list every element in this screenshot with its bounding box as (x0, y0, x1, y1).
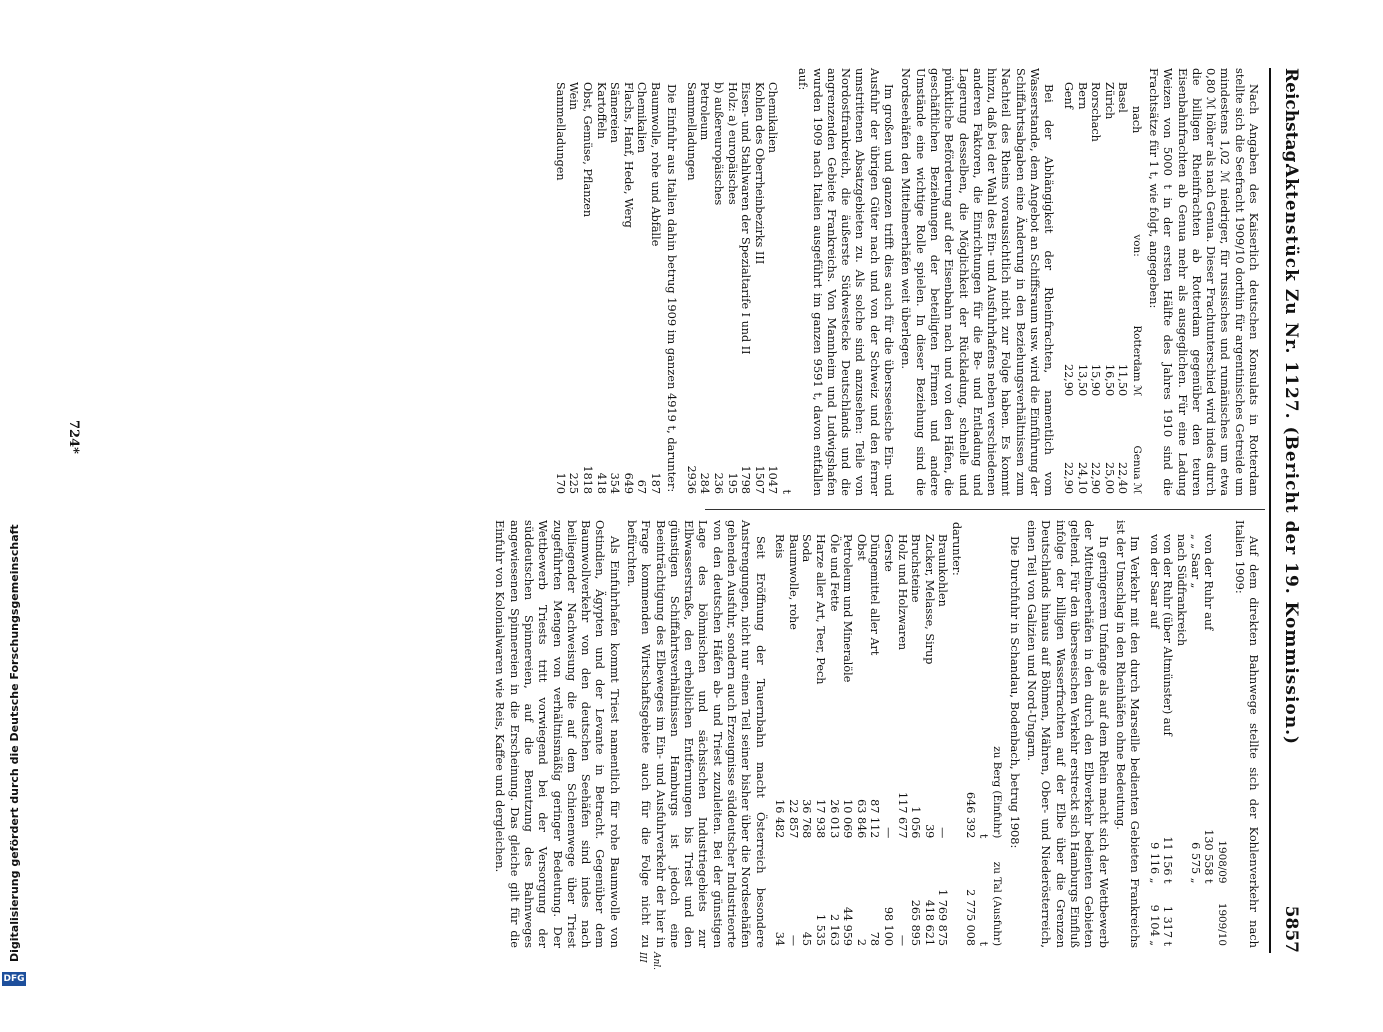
export-row-cell: 1798 (739, 465, 753, 494)
freight-row-cell: 22,40 (1116, 461, 1130, 494)
elbe-row (773, 520, 787, 948)
elbe-row-cell: 45 (800, 931, 814, 946)
freight-row-cell: 25,00 (1102, 461, 1116, 494)
freight-row-cell (1116, 210, 1130, 259)
elbe-row-cell: Braunkohlen (936, 534, 950, 607)
export-row (711, 68, 725, 496)
paragraph-bahnwege: Auf dem direkten Bahnwege stellte sich der Kohlenverkehr nach Italien 1909: (1232, 520, 1261, 948)
coal-row (1188, 520, 1202, 948)
export-row (739, 68, 753, 496)
paragraph-abhaengigkeit: Bei der Abhängigkeit der Rheinfrachten, namentlich vom Wasserstande, dem Angebot an Schiffsraum usw. wird die Einführung der Schiffahrtsabgaben eine Änderung in den Beziehungsverhältnissen zum Nachteil des Rheins voraussichtlich nicht zur Folge haben. Es kommt hinzu, daß bei der Wahl des Ein- und Ausfuhrhafens neben verschiedenen anderen Faktoren, die Einrichtungen für die Be- und Entladung und Lagerung desselben, die Möglichkeit der Rückladung, schnelle und pünktliche Beförderung auf der Eisenbahn nach und von den Häfen, die geschäftlichen Beziehungen der beteiligten Firmen und andere Umstände eine wichtige Rolle spielen. In dieser Beziehung sind die Nordseehäfen den Mittelmeerhäfen weit überlegen. (899, 68, 1057, 496)
coal-row-cell (1202, 886, 1216, 948)
export-row-cell: Holz: a) europäisches (725, 82, 739, 205)
freight-row (1089, 68, 1103, 496)
coal-row-cell: von der Ruhr (über Altmünster) auf (1161, 534, 1175, 736)
coal-row-cell (1188, 886, 1202, 948)
export-row (698, 68, 712, 496)
coal-row-cell: 9 116 „ (1147, 842, 1161, 884)
paragraph-elbe: In geringerem Umfange als auf dem Rhein macht sich der Wettbewerb der Mittelmeerhäfen in den durch den Elbverkehr bedienten Gebieten geltend. Für den überseeischen Verkehr erstreckt sich Hamburgs Einfluß infolge der billigen Wasserfrachten auf der Elbe über die Grenzen Deutschlands hinaus auf Böhmen, Mähren, Ober- und Niederösterreich, einen Teil von Galizien und Nord-Ungarn. (1025, 520, 1111, 948)
elbe-row (827, 520, 841, 948)
column-divider (705, 509, 1265, 510)
header-rule (1269, 68, 1271, 953)
elbe-row (895, 520, 909, 948)
freight-head-nach: nach (1130, 106, 1144, 134)
elbe-row-cell: 44 959 (841, 906, 855, 946)
elbe-row-cell: 2 163 (827, 913, 841, 946)
coal-table (1147, 520, 1229, 948)
elbe-row-cell: — (786, 934, 800, 946)
coal-row-cell: 6 575 „ (1188, 842, 1202, 884)
coal-row-cell: 130 558 t (1202, 829, 1216, 884)
freight-row-cell: Bern (1075, 82, 1089, 110)
elbe-table (773, 520, 1005, 948)
paragraph-grossen: Im großen und ganzen trifft dies auch für die übersseeische Ein- und Ausfuhr der übrigen Güter nach und von der Schweiz und den ferner umstrittenen Absatzgebieten zu. Als solche sind anzusehen: Teile von Nordostfrankreich, die äußerste Südwestecke Deutschlands und die angrenzenden Gebiete Frankreichs. Von Mannheim und Ludwigshafen wurden 1909 nach Italien ausgeführt im ganzen 9591 t, davon entfallen auf: (796, 68, 897, 496)
dfg-logo: DFG (3, 974, 25, 984)
coal-row-cell: „ „ Saar „ (1188, 534, 1202, 589)
elbe-row (786, 520, 800, 948)
freight-row-cell (1089, 210, 1103, 259)
paragraph-triest: Als Einfuhrhafen kommt Triest namentlich für rohe Baumwolle von Ostindien, Ägypten und der Levante in Betracht. Gegenüber dem Baumwollverkehr von den deutschen Seehäfen sind indes nach beiliegender Nachweisung die auf dem Schienenwege über Triest zugeführten Mengen von verhältnismäßig geringer Bedeutung. Der Wettbewerb Triests tritt vorwiegend bei der Versorgung der süddeutschen Spinnereien, auf die Benutzung des Bahnweges angewiesenen Spinnereien in die Erscheinung. Das gleiche gilt für die Einfuhr von Kolonialwaren wie Reis, Kaffee und dergleichen. (493, 520, 622, 948)
import-row (621, 68, 635, 496)
freight-head-von: von: (1130, 234, 1143, 257)
header-title: Aktenstück Zu Nr. 1127. (Bericht der 19. Kommission.) (1281, 164, 1301, 746)
elbe-row (922, 520, 936, 948)
coal-row-cell: 1 317 t (1161, 905, 1175, 946)
elbe-row (881, 520, 895, 948)
elbe-row-cell: — (882, 827, 896, 839)
elbe-row-cell: Baumwolle, rohe (786, 534, 800, 630)
footer-page-number: 724* (66, 420, 81, 454)
page-header (1275, 68, 1305, 953)
elbe-row (868, 520, 882, 948)
freight-row-cell: Basel (1116, 82, 1130, 113)
freight-row-cell (1061, 210, 1075, 259)
freight-row-cell (1075, 210, 1089, 259)
elbe-head-c2: zu Tal (Ausfuhr) (991, 861, 1004, 946)
paragraph-tauernbahn: Seit Eröffnung der Tauernbahn macht Österreich besondere Anstrengungen, nicht nur einen Teil seiner bisher über die Nordseehäfen gehenden Ausfuhr, sondern auch Erzeugnisse süddeutscher Industrieorte von den deutschen Häfen ab- und Triest zuzuleiten. Bei der günstigen Lage des böhmischen und sächsischen Industriegebiets zur Elbwasserstraße, den erheblichen Entfernungen bis Triest und den günstigen Schiffahrtsverhältnissen Hamburgs ist jedoch eine Beeinträchtigung des Elbeweges im Ein- und Ausfuhrverkehr der hier in Frage kommenden Wirtschaftsgebiete auch für die Folge nicht zu befürchten. (625, 520, 768, 948)
export-unit: t (780, 489, 794, 494)
elbe-row-cell: — (936, 827, 950, 839)
import-row-cell: 354 (608, 472, 622, 494)
freight-row-cell: 13,50 (1075, 364, 1089, 397)
elbe-row-cell: 2 (854, 938, 868, 946)
import-row-cell: 187 (648, 472, 662, 494)
coal-row (1174, 520, 1188, 948)
elbe-total-a: 646 392 (963, 792, 977, 839)
freight-row (1102, 68, 1116, 496)
import-row-cell: 67 (635, 479, 649, 494)
coal-row-cell (1174, 808, 1188, 885)
freight-row (1116, 68, 1130, 496)
export-row-cell: 236 (712, 472, 726, 494)
elbe-row-cell: 87 112 (868, 799, 882, 839)
header-left: Reichstag. (1281, 68, 1301, 169)
elbe-row-cell: 418 621 (922, 899, 936, 946)
elbe-row-cell: Soda (800, 534, 814, 563)
export-row (766, 68, 780, 496)
import-row-cell: 225 (567, 472, 581, 494)
export-row (684, 68, 698, 496)
import-row (580, 68, 594, 496)
left-column (548, 68, 1261, 496)
freight-row-cell: 22,90 (1061, 364, 1075, 397)
import-row-cell: 1818 (581, 465, 594, 494)
elbe-row (841, 520, 855, 948)
export-table (684, 68, 793, 496)
elbe-row-cell: 265 895 (909, 899, 923, 946)
freight-head-c2: Genua ℳ (1130, 445, 1143, 494)
freight-row-cell: Zürich (1102, 82, 1116, 120)
import-row-cell: 649 (621, 472, 635, 494)
elbe-row-cell: 36 768 (800, 799, 814, 839)
coal-head-c1: 1908/09 (1216, 840, 1229, 884)
export-row (752, 68, 766, 496)
import-row-cell: Sammelladungen (553, 82, 567, 181)
elbe-row-cell: Zucker, Melasse, Sirup (922, 534, 936, 665)
coal-head-c2: 1909/10 (1216, 902, 1229, 946)
coal-row-cell: nach Südfrankreich (1174, 534, 1188, 647)
elbe-unit-b: t (977, 941, 991, 946)
elbe-row-cell: Holz und Holzwaren (895, 534, 909, 651)
import-row (635, 68, 649, 496)
export-row-cell: 1507 (752, 465, 766, 494)
intro-paragraph: Nach Angaben des Kaiserlich deutschen Konsulats in Rotterdam stellte sich die Seefracht 1909/10 dorthin für argentinisches Getreide um mindestens 1,02 ℳ niedriger, für russisches und rumänisches um etwa 0,80 ℳ höher als nach Genua. Dieser Frachtunterschied wird indes durch die billigen Rheinfrachten ab Rotterdam gegenüber den teuren Eisenbahnfrachten ab Genua mehr als ausgeglichen. Für eine Ladung Weizen von 5000 t in der ersten Hälfte des Jahres 1910 sind die Frachtsätze für 1 t, wie folgt, angegeben: (1146, 68, 1261, 496)
elbe-row-cell: Petroleum und Mineralöle (841, 534, 855, 683)
elbe-head-c1: zu Berg (Einfuhr) (991, 746, 1004, 839)
elbe-row (936, 520, 950, 948)
import-row-cell: Sämereien (608, 82, 622, 143)
coal-row-cell: 11 156 t (1161, 836, 1175, 884)
import-row-cell: Chemikalien (635, 82, 649, 154)
elbe-row-cell: 1 535 (814, 913, 828, 946)
elbe-row-cell: 17 938 (814, 799, 828, 839)
export-row (725, 68, 739, 496)
import-row-cell: Baumwolle, rohe und Abfälle (648, 82, 662, 247)
coal-row-cell: von der Saar auf (1147, 534, 1161, 629)
freight-row (1075, 68, 1089, 496)
import-row (648, 68, 662, 496)
freight-row-cell: 16,50 (1102, 364, 1116, 397)
freight-row-cell: 15,90 (1089, 364, 1103, 397)
export-row-cell: 1047 (766, 465, 780, 494)
paragraph-einfuhr: Die Einfuhr aus Italien dahin betrug 1909 im ganzen 4919 t, darunter: (665, 84, 680, 493)
freight-row-cell: 22,90 (1061, 461, 1075, 494)
elbe-row-cell: 26 013 (827, 799, 841, 839)
import-row-cell: Flachs, Hanf, Hede, Werg (621, 82, 635, 228)
elbe-row-cell: 34 (773, 931, 787, 946)
import-row-cell: Kartoffeln (594, 82, 608, 139)
import-table (553, 68, 662, 496)
coal-row (1147, 520, 1161, 948)
import-row (608, 68, 622, 496)
export-row-cell: 2936 (684, 465, 698, 494)
import-row (567, 68, 581, 496)
elbe-row (800, 520, 814, 948)
import-row-cell: 170 (553, 472, 567, 494)
right-column (490, 520, 1261, 971)
coal-row (1161, 520, 1175, 948)
freight-row-cell: 11,50 (1116, 364, 1130, 397)
elbe-row-cell: 16 482 (773, 799, 787, 839)
export-row-cell: 195 (725, 472, 739, 494)
export-row-cell: Sammelladungen (684, 82, 698, 181)
coal-row-cell: von der Ruhr auf (1202, 534, 1216, 631)
page-number: 5857 (1281, 905, 1301, 953)
freight-row-cell (1102, 210, 1116, 259)
coal-row-cell (1174, 886, 1188, 948)
elbe-row-cell: 78 (868, 931, 882, 946)
funding-caption: Digitalisierung gefördert durch die Deutsche Forschungsgemeinschaft (8, 524, 21, 962)
elbe-row-cell: Obst (854, 534, 868, 561)
elbe-row-cell: Harze aller Art, Teer, Pech (814, 534, 828, 685)
darunter-label: darunter: (949, 522, 963, 576)
export-row-cell: 284 (698, 472, 712, 494)
elbe-row-cell: 98 100 (882, 906, 896, 946)
elbe-row (854, 520, 868, 948)
elbe-unit-a: t (977, 833, 991, 839)
freight-head-c1: Rotterdam ℳ (1130, 325, 1143, 397)
elbe-row-cell: 22 857 (786, 799, 800, 839)
document-page (83, 68, 1305, 971)
export-row-cell: Chemikalien (766, 82, 780, 154)
elbe-row-cell: 10 069 (841, 799, 855, 839)
elbe-row (909, 520, 923, 948)
coal-row (1202, 520, 1216, 948)
elbe-total-b: 2 775 008 (963, 889, 977, 946)
freight-row-cell: 24,10 (1075, 461, 1089, 494)
margin-note: Anl. III (636, 952, 661, 971)
coal-row-cell: 9 104 „ (1147, 904, 1161, 946)
export-row-cell: b) außereuropäisches (712, 82, 726, 206)
paragraph-marseille: Im Verkehr mit den durch Marseille bedienten Gebieten Frankreichs ist der Umschlag in den Rheinhäfen ohne Bedeutung. (1113, 520, 1143, 948)
freight-row-cell: 22,90 (1089, 461, 1103, 494)
funding-caption-strip (1365, 32, 1383, 1032)
import-row (594, 68, 608, 496)
import-row-cell: Wein (567, 82, 581, 110)
import-row-cell: Obst, Gemüse, Pflanzen (581, 82, 594, 218)
elbe-row-cell: Gerste (882, 534, 896, 572)
elbe-row-cell: 117 677 (895, 792, 909, 839)
export-row-cell: Kohlen des Oberrheinbezirks III (752, 82, 766, 265)
paragraph-durchfuhr: Die Durchfuhr in Schandau, Bodenbach, betrug 1908: (1007, 536, 1022, 849)
elbe-row-cell: Bruchsteine (909, 534, 923, 603)
elbe-row-cell: Öle und Fette (827, 534, 841, 612)
elbe-row-cell: 1 056 (909, 806, 923, 839)
freight-row (1061, 68, 1075, 496)
export-row-cell: Petroleum (698, 82, 712, 141)
freight-row-cell: Rorschach (1089, 82, 1103, 142)
freight-row-cell: Genf (1061, 82, 1075, 109)
elbe-row-cell: — (895, 934, 909, 946)
elbe-row-cell: Düngemittel aller Art (868, 534, 882, 656)
elbe-row-cell: Reis (773, 534, 787, 559)
freight-table (1061, 68, 1143, 496)
elbe-row-cell: 63 846 (854, 799, 868, 839)
elbe-row-cell: 1 769 875 (936, 889, 950, 946)
import-row (553, 68, 567, 496)
export-row-cell: Eisen- und Stahlwaren der Spezialtarife I und II (739, 82, 753, 355)
elbe-row-cell: 39 (922, 824, 936, 839)
elbe-row (813, 520, 827, 948)
import-row-cell: 418 (594, 472, 608, 494)
